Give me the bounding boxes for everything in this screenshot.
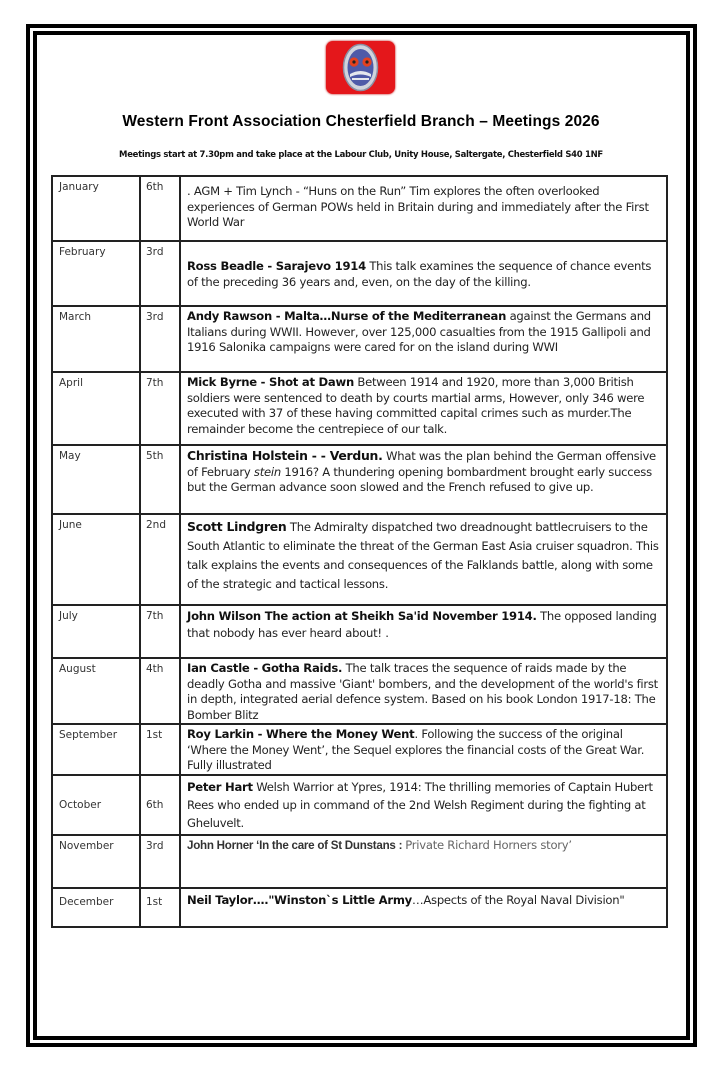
speaker-title: Andy Rawson - Malta…Nurse of the Mediterranean <box>187 309 507 323</box>
table-row <box>52 372 667 445</box>
speaker-title: Ian Castle - Gotha Raids. <box>187 661 343 675</box>
talk-description: Mick Byrne - Shot at Dawn Between 1914 and 1920, more than 3,000 British soldiers were sentenced to death by courts martial arms, However, only 346 were executed with 37 of these having committed capital crimes such as murder.The remainder become the centrepiece of our talk. <box>180 372 667 445</box>
meetings-table <box>51 175 668 928</box>
month-cell: September <box>52 724 140 775</box>
talk-description: Roy Larkin - Where the Money Went. Following the success of the original ‘Where the Money Went’, the Sequel explores the financial costs of the Great War. Fully illustrated <box>180 724 667 775</box>
table-row <box>52 775 667 835</box>
talk-description: Neil Taylor…."Winston`s Little Army…Aspects of the Royal Naval Division" <box>180 888 667 927</box>
table-row <box>52 306 667 372</box>
day-cell: 7th <box>140 372 180 445</box>
table-row <box>52 176 667 241</box>
day-cell: 7th <box>140 605 180 658</box>
day-cell: 6th <box>140 176 180 241</box>
day-cell: 6th <box>140 775 180 835</box>
speaker-title: Peter Hart <box>187 779 253 794</box>
speaker-title: Mick Byrne - Shot at Dawn <box>187 375 354 389</box>
page-title: Western Front Association Chesterfield Branch – Meetings 2026 <box>122 113 600 130</box>
month-cell: November <box>52 835 140 888</box>
table-row <box>52 724 667 775</box>
talk-description: Peter Hart Welsh Warrior at Ypres, 1914: The thrilling memories of Captain Hubert Rees who ended up in command of the 2nd Welsh Regiment during the fighting at Gheluvelt. <box>180 775 667 835</box>
talk-description: Christina Holstein - - Verdun. What was the plan behind the German offensive of February stein 1916? A thundering opening bombardment brought early success but the German advance soon slowed and the French refused to give up. <box>180 445 667 514</box>
month-cell: December <box>52 888 140 927</box>
day-cell: 1st <box>140 888 180 927</box>
month-cell: January <box>52 176 140 241</box>
month-cell: March <box>52 306 140 372</box>
day-cell: 4th <box>140 658 180 724</box>
day-cell: 3rd <box>140 835 180 888</box>
day-cell: 2nd <box>140 514 180 605</box>
speaker-title: John Wilson The action at Sheikh Sa'id November 1914. <box>187 609 537 623</box>
table-row <box>52 658 667 724</box>
month-cell: August <box>52 658 140 724</box>
table-row <box>52 241 667 306</box>
talk-description: Ross Beadle - Sarajevo 1914 This talk examines the sequence of chance events of the preceding 36 years and, even, on the day of the killing. <box>180 241 667 306</box>
table-row <box>52 888 667 927</box>
talk-description: John Wilson The action at Sheikh Sa'id November 1914. The opposed landing that nobody has ever heard about! . <box>180 605 667 658</box>
day-cell: 5th <box>140 445 180 514</box>
talk-description: Andy Rawson - Malta…Nurse of the Mediterranean against the Germans and Italians during WWII. However, over 125,000 casualties from the 1915 Gallipoli and 1916 Salonika campaigns were cared for on the island during WWI <box>180 306 667 372</box>
table-row <box>52 605 667 658</box>
speaker-title: Scott Lindgren <box>187 519 287 534</box>
table-row <box>52 445 667 514</box>
speaker-title: Roy Larkin - Where the Money Went <box>187 727 415 741</box>
venue-note: Meetings start at 7.30pm and take place at the Labour Club, Unity House, Saltergate, Chesterfield S40 1NF <box>119 149 603 160</box>
talk-description: John Horner ‘In the care of St Dunstans : Private Richard Horners story’ <box>180 835 667 888</box>
month-cell: April <box>52 372 140 445</box>
table-row <box>52 835 667 888</box>
speaker-title: Christina Holstein - - Verdun. <box>187 448 383 463</box>
month-cell: February <box>52 241 140 306</box>
talk-description: Scott Lindgren The Admiralty dispatched two dreadnought battlecruisers to the South Atlantic to eliminate the threat of the German East Asia cruiser squadron. This talk explains the events and consequences of the Falklands battle, along with some of the strategic and tactical lessons. <box>180 514 667 605</box>
speaker-title: John Horner ‘In the care of St Dunstans <box>187 838 396 852</box>
day-cell: 3rd <box>140 241 180 306</box>
day-cell: 1st <box>140 724 180 775</box>
day-cell: 3rd <box>140 306 180 372</box>
month-cell: July <box>52 605 140 658</box>
month-cell: October <box>52 775 140 835</box>
wfa-logo-icon <box>326 41 395 94</box>
speaker-title: Neil Taylor…."Winston`s Little Army <box>187 892 412 907</box>
month-cell: May <box>52 445 140 514</box>
month-cell: June <box>52 514 140 605</box>
talk-description: . AGM + Tim Lynch - “Huns on the Run” Tim explores the often overlooked experiences of German POWs held in Britain during and immediately after the First World War <box>180 176 667 241</box>
table-row <box>52 514 667 605</box>
speaker-title: Ross Beadle - Sarajevo 1914 <box>187 259 366 273</box>
talk-description: Ian Castle - Gotha Raids. The talk traces the sequence of raids made by the deadly Gotha and massive 'Giant' bombers, and the development of the world's first in depth, integrated aerial defence system. Based on his book London 1917-18: The Bomber Blitz <box>180 658 667 724</box>
